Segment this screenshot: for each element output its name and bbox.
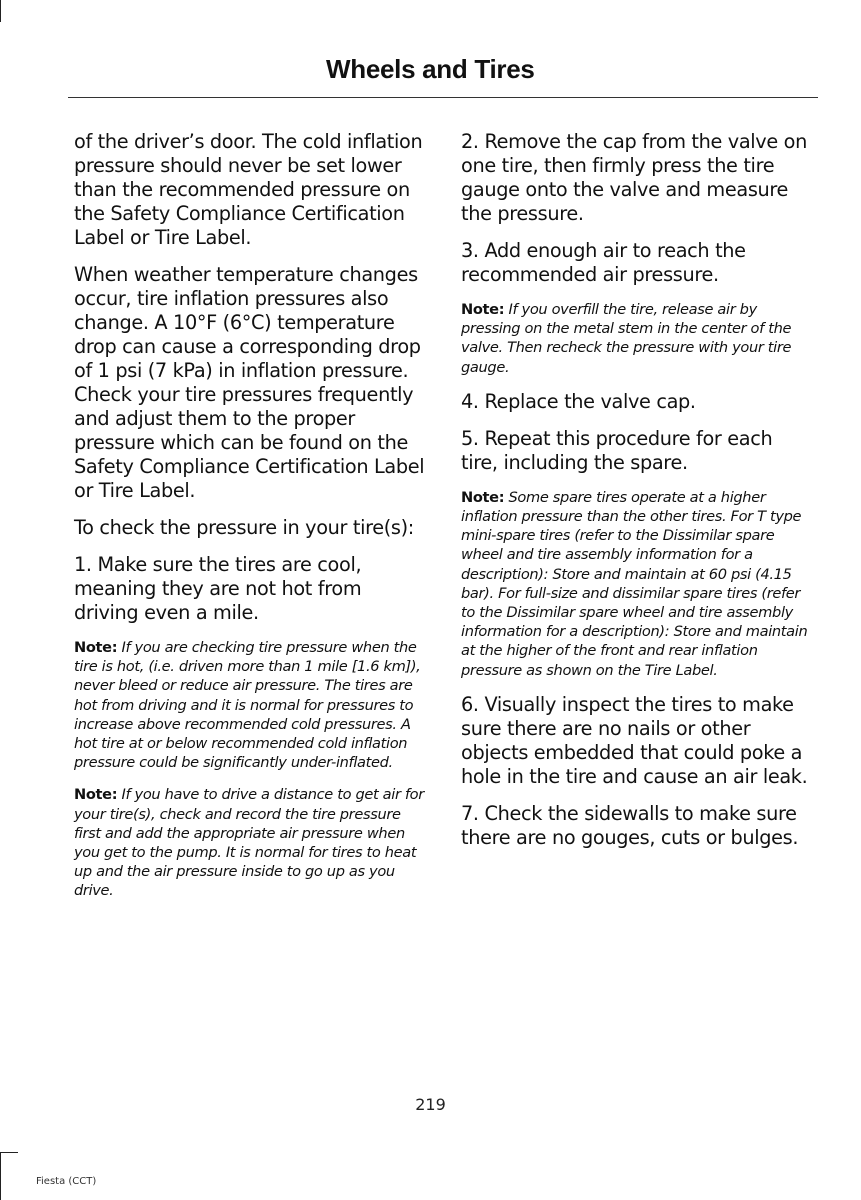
note-hot-tire <box>74 638 426 772</box>
crop-mark-bottom-left-horizontal <box>0 1152 18 1153</box>
step-4: 4. Replace the valve cap. <box>461 389 696 413</box>
left-column <box>74 130 426 914</box>
paragraph-cold-inflation: of the driver’s door. The cold inflation pressure should never be set lower than the recommended pressure on the Safety Compliance Certification Label or Tire Label. <box>74 130 423 249</box>
crop-mark-bottom-left <box>0 1152 1 1200</box>
crop-mark-top-left <box>0 0 1 22</box>
title-divider <box>68 97 818 98</box>
right-column <box>461 130 813 863</box>
paragraph-check-intro: To check the pressure in your tire(s): <box>74 516 414 539</box>
note-label: Note: <box>461 488 505 506</box>
page-number: 219 <box>415 1095 446 1114</box>
note-text: If you have to drive a distance to get air for your tire(s), check and record the tire pressure first and add the appropriate air pressure when you get to the pump. It is normal for tires to heat up and the air pressure inside to go up as you drive. <box>74 786 424 900</box>
note-label: Note: <box>74 639 118 656</box>
step-1: 1. Make sure the tires are cool, meaning they are not hot from driving even a mile. <box>74 553 362 624</box>
note-label: Note: <box>461 301 505 318</box>
note-text: If you are checking tire pressure when the tire is hot, (i.e. driven more than 1 mile [1.6 km]), never bleed or reduce air pressure. The tires are hot from driving and it is normal for pressures to increase above recommended cold pressures. A hot tire at or below recommended cold inflation pressure could be significantly under-inflated. <box>74 639 421 772</box>
document-label: Fiesta (CCT) <box>36 1176 97 1187</box>
note-label: Note: <box>74 786 118 804</box>
step-7: 7. Check the sidewalls to make sure there are no gouges, cuts or bulges. <box>461 801 799 849</box>
note-text: Some spare tires operate at a higher inflation pressure than the other tires. For T type mini-spare tires (refer to the Dissimilar spare wheel and tire assembly information for a description): Store and maintain at 60 psi (4.15 bar). For full-size and dissimilar spare tires (refer to the Dissimilar spare wheel and tire assembly information for a description): Store and maintain at the higher of the front and rear inflation pressure as shown on the Tire Label. <box>461 488 808 679</box>
paragraph-weather-temperature: When weather temperature changes occur, tire inflation pressures also change. A 10°F (6°C) temperature drop can cause a corresponding drop of 1 psi (7 kPa) in inflation pressure. Check your tire pressures frequently and adjust them to the proper pressure which can be found on the Safety Compliance Certification Label or Tire Label. <box>74 263 425 502</box>
step-5: 5. Repeat this procedure for each tire, including the spare. <box>461 426 773 474</box>
page-title: Wheels and Tires <box>326 54 535 84</box>
step-2: 2. Remove the cap from the valve on one tire, then firmly press the tire gauge onto the valve and measure the pressure. <box>461 130 807 225</box>
note-spare-tires <box>461 488 813 680</box>
note-text: If you overfill the tire, release air by pressing on the metal stem in the center of the valve. Then recheck the pressure with your tire gauge. <box>461 301 792 376</box>
note-overfill <box>461 300 813 377</box>
note-drive-distance <box>74 785 426 900</box>
step-3: 3. Add enough air to reach the recommended air pressure. <box>461 239 746 286</box>
step-6: 6. Visually inspect the tires to make sure there are no nails or other objects embedded that could poke a hole in the tire and cause an air leak. <box>461 692 808 788</box>
